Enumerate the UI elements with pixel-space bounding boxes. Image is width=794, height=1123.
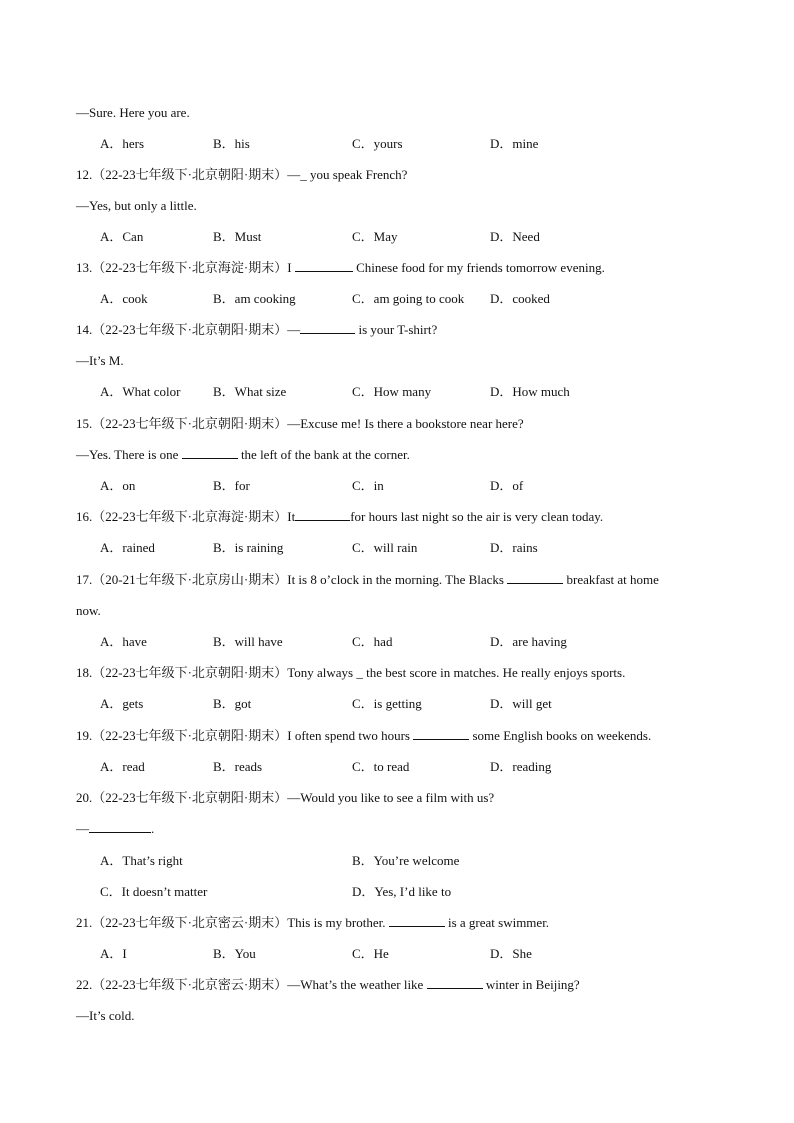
line-text: Chinese food for my friends tomorrow evening. [352,260,605,275]
q12-option-d: D．Need [490,229,540,244]
q17-option-a: A．have [100,634,147,649]
q18-option-c: C．is getting [352,696,422,711]
q18-option-b: B．got [213,696,252,711]
q19-option-a: A．read [100,759,145,774]
blank [182,446,238,459]
q11-option-c: C．yours [352,136,403,151]
q16-option-a: A．rained [100,540,155,555]
q16-stem [76,508,603,526]
q16-option-c: C．will rain [352,540,418,555]
q20-option-d: D．Yes, I’d like to [352,884,452,899]
q17-option-d: D．are having [490,634,567,649]
blank [427,976,483,989]
blank [507,571,563,584]
line-text: 21.（22-23七年级下·北京密云·期末）This is my brother. [76,915,389,930]
q21-option-a: A．I [100,946,127,961]
q17-option-c: C．had [352,634,393,649]
line-text: — [76,821,89,836]
q22-reply [76,1007,135,1025]
line-text: 12.（22-23七年级下·北京朝阳·期末）—_ you speak French? [76,167,408,182]
q13-option-c: C．am going to cook [352,291,465,306]
line-text: —It’s cold. [76,1008,135,1023]
q18-option-d: D．will get [490,696,552,711]
q17-stem [76,571,659,589]
q13-option-a: A．cook [100,291,148,306]
q20-option-b: B．You’re welcome [352,853,460,868]
line-text: 18.（22-23七年级下·北京朝阳·期末）Tony always _ the best score in matches. He really enjoys sports. [76,665,626,680]
blank [295,259,353,272]
q11-option-b: B．his [213,136,250,151]
q12-stem [76,166,407,184]
q22-stem [76,976,580,994]
blank [413,727,469,740]
line-text: —Yes, but only a little. [76,198,197,213]
q19-option-d: D．reading [490,759,552,774]
blank [389,914,445,927]
line-text: is a great swimmer. [444,915,550,930]
q15-option-c: C．in [352,478,384,493]
q13-option-d: D．cooked [490,291,550,306]
q15-stem [76,415,524,433]
line-text: the left of the bank at the corner. [237,447,410,462]
q19-option-c: C．to read [352,759,410,774]
q12-option-a: A．Can [100,229,144,244]
q20-stem [76,789,494,807]
line-text: —Sure. Here you are. [76,105,190,120]
q16-option-d: D．rains [490,540,538,555]
q11-answer-line [76,104,190,122]
q20-reply [76,820,154,838]
q11-option-d: D．mine [490,136,539,151]
q12-option-b: B．Must [213,229,262,244]
line-text: 17.（20-21七年级下·北京房山·期末）It is 8 o’clock in the morning. The Blacks [76,572,508,587]
line-text: 15.（22-23七年级下·北京朝阳·期末）—Excuse me! Is there a bookstore near here? [76,416,524,431]
q14-option-b: B．What size [213,384,287,399]
blank [89,820,151,833]
line-text: —It’s M. [76,353,124,368]
blank [295,508,350,521]
q12-option-c: C．May [352,229,398,244]
q14-option-d: D．How much [490,384,570,399]
q21-option-b: B．You [213,946,256,961]
q15-reply [76,446,410,464]
q20-option-a: A．That’s right [100,853,183,868]
q21-option-c: C．He [352,946,389,961]
q14-option-c: C．How many [352,384,432,399]
line-text: 22.（22-23七年级下·北京密云·期末）—What’s the weather like [76,977,427,992]
q19-stem [76,727,651,745]
q12-reply [76,197,197,215]
q17-stem-cont [76,602,101,620]
q21-option-d: D．She [490,946,532,961]
q21-stem [76,914,549,932]
q20-option-c: C．It doesn’t matter [100,884,208,899]
q13-option-b: B．am cooking [213,291,296,306]
line-text: breakfast at home [563,572,659,587]
q19-option-b: B．reads [213,759,263,774]
q18-option-a: A．gets [100,696,144,711]
line-text: 16.（22-23七年级下·北京海淀·期末）It [76,509,296,524]
line-text: . [151,821,155,836]
line-text: now. [76,603,101,618]
q18-stem [76,664,625,682]
q16-option-b: B．is raining [213,540,284,555]
q17-option-b: B．will have [213,634,283,649]
line-text: winter in Beijing? [482,977,580,992]
line-text: for hours last night so the air is very clean today. [350,509,604,524]
q11-option-a: A．hers [100,136,145,151]
line-text: 14.（22-23七年级下·北京朝阳·期末）— [76,322,301,337]
line-text: some English books on weekends. [469,728,652,743]
q14-reply [76,352,124,370]
line-text: is your T-shirt? [355,322,438,337]
line-text: 13.（22-23七年级下·北京海淀·期末）I [76,260,295,275]
line-text: 19.（22-23七年级下·北京朝阳·期末）I often spend two hours [76,728,414,743]
line-text: —Yes. There is one [76,447,182,462]
q15-option-a: A．on [100,478,136,493]
q14-option-a: A．What color [100,384,181,399]
line-text: 20.（22-23七年级下·北京朝阳·期末）—Would you like to see a film with us? [76,790,495,805]
blank [300,321,355,334]
q14-stem [76,321,437,339]
q15-option-b: B．for [213,478,250,493]
q13-stem [76,259,605,277]
q15-option-d: D．of [490,478,524,493]
